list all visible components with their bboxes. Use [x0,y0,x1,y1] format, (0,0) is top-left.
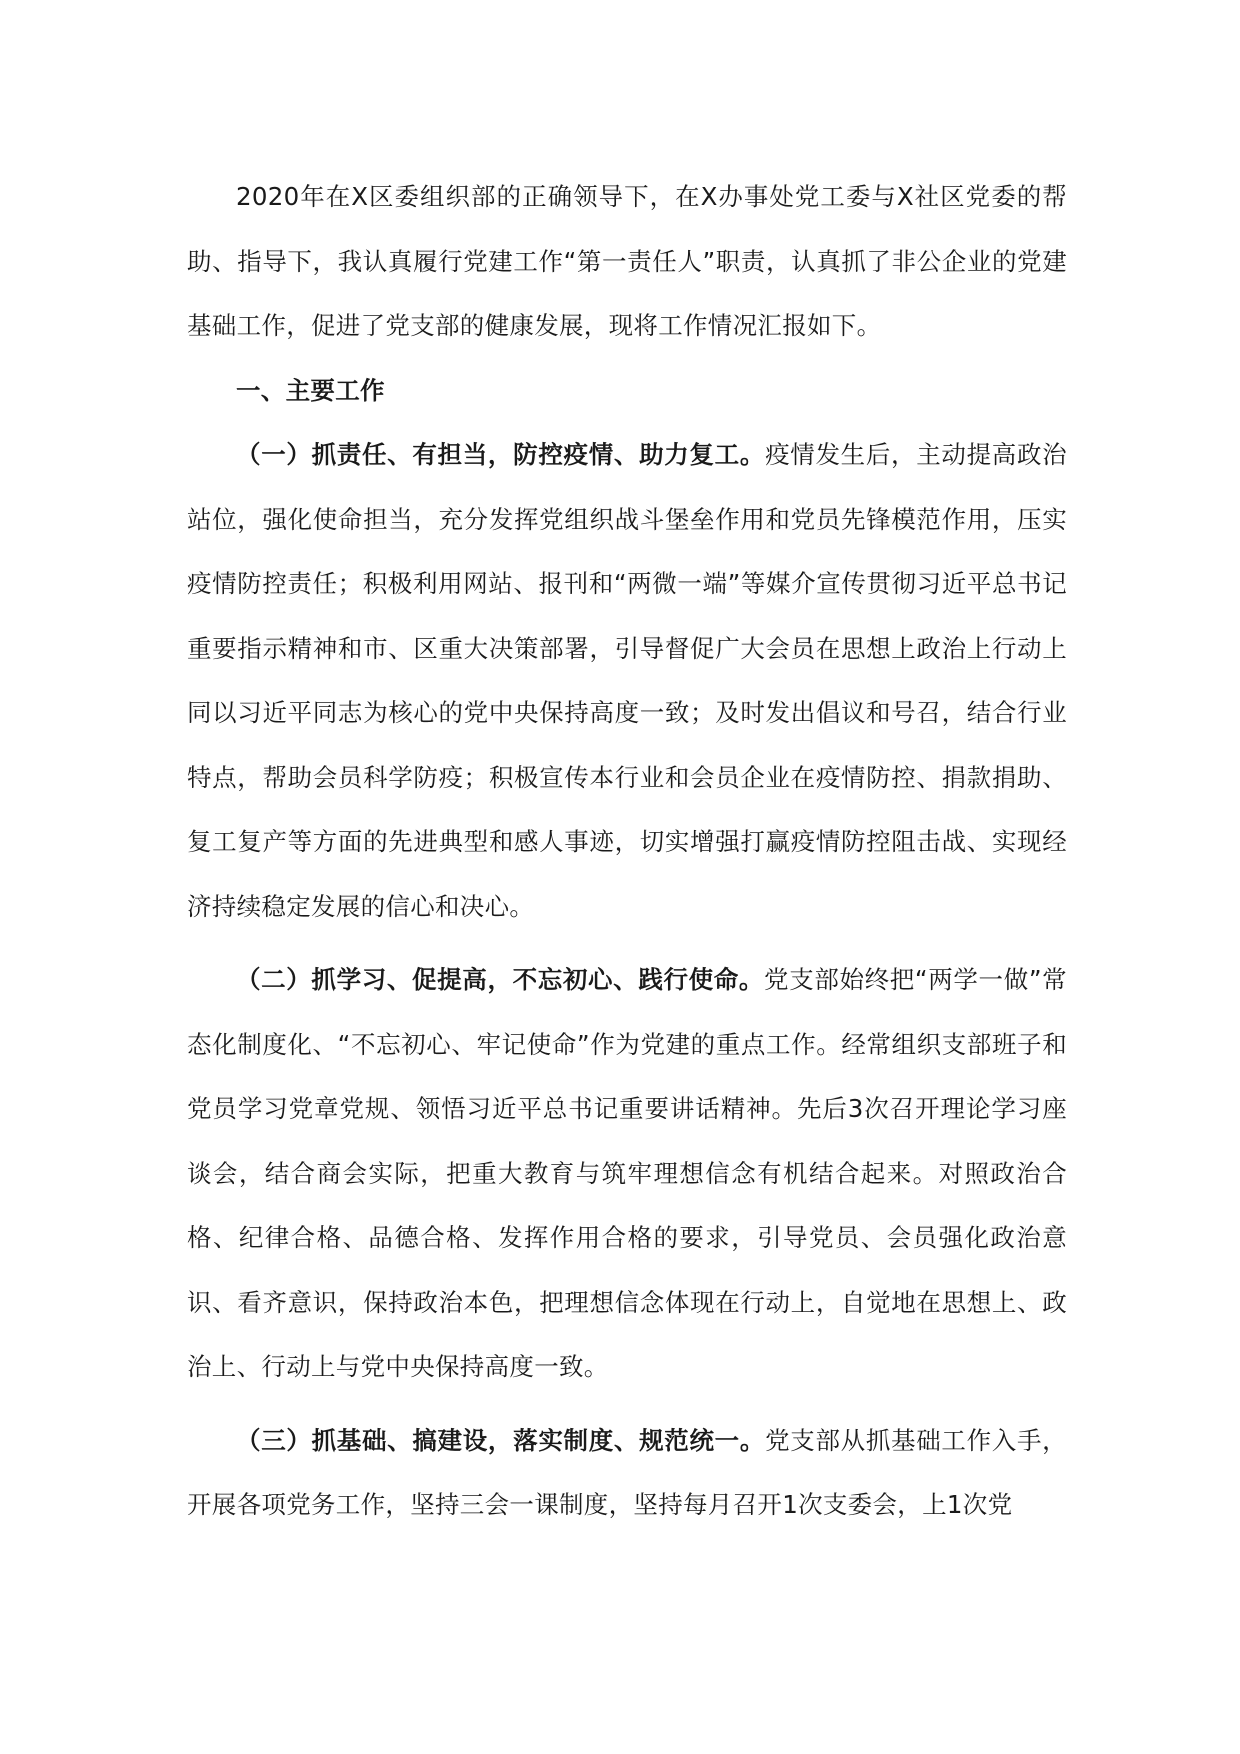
item-body-1: 疫情发生后，主动提高政治站位，强化使命担当，充分发挥党组织战斗堡垒作用和党员先锋模范作用，压实疫情防控责任；积极利用网站、报刊和“两微一端”等媒介宣传贯彻习近平总书记重要指示精神和市、区重大决策部署，引导督促广大会员在思想上政治上行动上同以习近平同志为核心的党中央保持高度一致；及时发出倡议和号召，结合行业特点，帮助会员科学防疫；积极宣传本行业和会员企业在疫情防控、捐款捐助、复工复产等方面的先进典型和感人事迹，切实增强打赢疫情防控阻击战、实现经济持续稳定发展的信心和决心。 [187,440,1067,921]
item-lead-1: （一）抓责任、有担当，防控疫情、助力复工。 [236,440,766,469]
item-lead-3: （三）抓基础、搞建设，落实制度、规范统一。 [236,1425,766,1455]
section-heading: 一、主要工作 [236,375,385,405]
item-lead-2: （二）抓学习、促提高，不忘初心、践行使命。 [236,965,765,994]
item-paragraph-2 [187,948,1067,1400]
item-body-2: 党支部始终把“两学一做”常态化制度化、“不忘初心、牢记使命”作为党建的重点工作。经常组织支部班子和党员学习党章党规、领悟习近平总书记重要讲话精神。先后3次召开理论学习座谈会，结合商会实际，把重大教育与筑牢理想信念有机结合起来。对照政治合格、纪律合格、品德合格、发挥作用合格的要求，引导党员、会员强化政治意识、看齐意识，保持政治本色，把理想信念体现在行动上，自觉地在思想上、政治上、行动上与党中央保持高度一致。 [187,965,1067,1381]
item-body-3: 党支部从抓基础工作入手，开展各项党务工作，坚持三会一课制度，坚持每月召开1次支委会，上1次党 [187,1425,1067,1519]
item-paragraph-3 [187,1409,1067,1538]
intro-paragraph: 2020年在X区委组织部的正确领导下，在X办事处党工委与X社区党委的帮助、指导下，我认真履行党建工作“第一责任人”职责，认真抓了非公企业的党建基础工作，促进了党支部的健康发展，现将工作情况汇报如下。 [187,182,1067,340]
document-body [187,165,1067,1538]
item-paragraph-1 [187,423,1067,939]
